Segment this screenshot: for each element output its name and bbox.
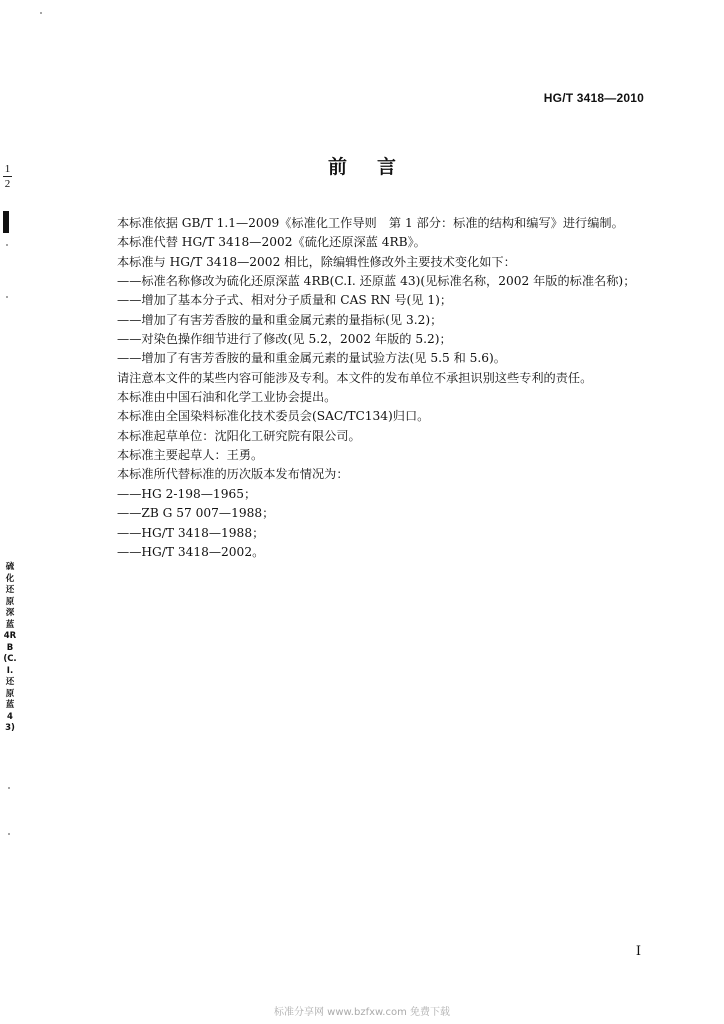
- paragraph: 本标准所代替标准的历次版本发布情况为：: [117, 467, 349, 482]
- fraction-denominator: 2: [4, 178, 11, 190]
- scan-speck: [40, 12, 42, 14]
- scan-speck: [6, 244, 8, 246]
- footer-watermark: 标准分享网 www.bzfxw.com 免费下载: [274, 1007, 450, 1018]
- paragraph: 本标准起草单位：沈阳化工研究院有限公司。: [117, 428, 361, 443]
- scan-speck: [8, 787, 10, 789]
- body-text: [117, 214, 657, 562]
- spine-text: 硫化还原深蓝4RB(C.I.还原蓝43): [3, 562, 17, 733]
- fraction-numerator: 1: [4, 163, 11, 175]
- margin-mark: [3, 211, 9, 233]
- page-number: I: [635, 944, 641, 959]
- list-item: ——ZB G 57 007—1988；: [117, 506, 275, 521]
- list-item: ——HG/T 3418—2002。: [117, 544, 265, 559]
- list-item: ——HG/T 3418—1988；: [117, 525, 265, 540]
- paragraph: 本标准由中国石油和化学工业协会提出。: [117, 390, 337, 405]
- margin-fraction: [3, 163, 12, 190]
- scan-speck: [6, 296, 8, 298]
- list-item: ——增加了有害芳香胺的量和重金属元素的量试验方法(见 5.5 和 5.6)。: [117, 351, 506, 366]
- paragraph: 请注意本文件的某些内容可能涉及专利。本文件的发布单位不承担识别这些专利的责任。: [117, 370, 593, 385]
- list-item: ——对染色操作细节进行了修改(见 5.2，2002 年版的 5.2)；: [117, 332, 452, 347]
- list-item: ——标准名称修改为硫化还原深蓝 4RB(C.I. 还原蓝 43)(见标准名称，2002 年版的标准名称)；: [117, 274, 636, 289]
- page-title: 前言: [327, 156, 426, 178]
- paragraph: 本标准依据 GB/T 1.1—2009《标准化工作导则 第 1 部分：标准的结构和编写》进行编制。: [117, 216, 624, 230]
- scan-speck: [8, 833, 10, 835]
- list-item: ——HG 2-198—1965；: [117, 486, 257, 501]
- fraction-bar: [3, 176, 12, 177]
- paragraph: 本标准与 HG/T 3418—2002 相比，除编辑性修改外主要技术变化如下：: [117, 254, 516, 269]
- paragraph: 本标准代替 HG/T 3418—2002《硫化还原深蓝 4RB》。: [117, 235, 426, 250]
- paragraph: 本标准主要起草人：王勇。: [117, 448, 264, 463]
- list-item: ——增加了基本分子式、相对分子质量和 CAS RN 号(见 1)；: [117, 293, 453, 308]
- paragraph: 本标准由全国染料标准化技术委员会(SAC/TC134)归口。: [117, 409, 430, 424]
- standard-code: HG/T 3418—2010: [543, 91, 644, 105]
- list-item: ——增加了有害芳香胺的量和重金属元素的量指标(见 3.2)；: [117, 312, 443, 327]
